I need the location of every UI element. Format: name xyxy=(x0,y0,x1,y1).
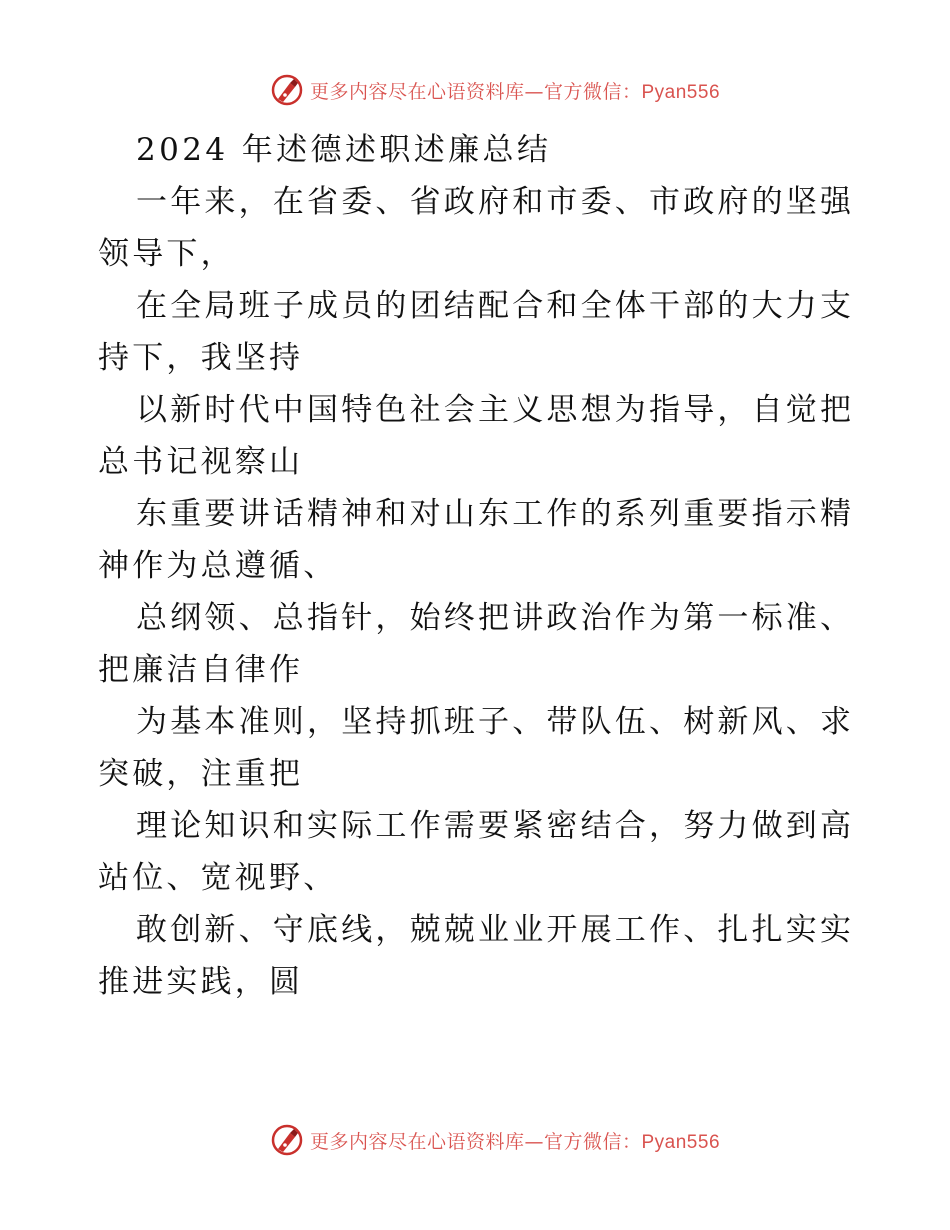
watermark-text-cn: 更多内容尽在心语资料库—官方微信： xyxy=(309,1130,642,1153)
footer-watermark xyxy=(0,1120,950,1160)
paragraph-line: 一年来，在省委、省政府和市委、市政府的坚强 xyxy=(136,184,855,220)
paragraph-line: 在全局班子成员的团结配合和全体干部的大力支 xyxy=(136,288,855,324)
watermark-wechat-id: Pyan556 xyxy=(641,81,721,103)
paragraph-line: 总纲领、总指针，始终把讲政治作为第一标准、 xyxy=(136,600,855,636)
paragraph-line: 领导下， xyxy=(98,236,235,272)
paragraph-line: 理论知识和实际工作需要紧密结合，努力做到高 xyxy=(136,808,855,844)
watermark-text xyxy=(310,77,720,104)
paragraph-line: 东重要讲话精神和对山东工作的系列重要指示精 xyxy=(136,496,855,532)
paragraph-line: 把廉洁自律作 xyxy=(98,652,304,688)
paragraph-line: 推进实践，圆 xyxy=(98,964,304,1000)
watermark-text xyxy=(310,1127,720,1154)
paragraph-line: 神作为总遵循、 xyxy=(98,548,338,584)
paragraph-line: 敢创新、守底线，兢兢业业开展工作、扎扎实实 xyxy=(136,912,855,948)
document-title: 2024 年述德述职述廉总结 xyxy=(136,132,552,168)
watermark-group xyxy=(270,1123,720,1157)
document-body xyxy=(98,124,858,1008)
watermark-text-cn: 更多内容尽在心语资料库—官方微信： xyxy=(309,80,642,103)
paragraph-line: 站位、宽视野、 xyxy=(98,860,338,896)
paragraph-line: 持下，我坚持 xyxy=(98,340,304,376)
pen-nib-logo-icon xyxy=(270,73,304,107)
paragraph-line: 以新时代中国特色社会主义思想为指导，自觉把 xyxy=(136,392,855,428)
watermark-wechat-id: Pyan556 xyxy=(641,1131,721,1153)
paragraph-line: 为基本准则，坚持抓班子、带队伍、树新风、求 xyxy=(136,704,855,740)
paragraph-line: 突破，注重把 xyxy=(98,756,304,792)
watermark-group xyxy=(270,73,720,107)
pen-nib-logo-icon xyxy=(270,1123,304,1157)
header-watermark xyxy=(0,70,950,110)
paragraph-line: 总书记视察山 xyxy=(98,444,304,480)
